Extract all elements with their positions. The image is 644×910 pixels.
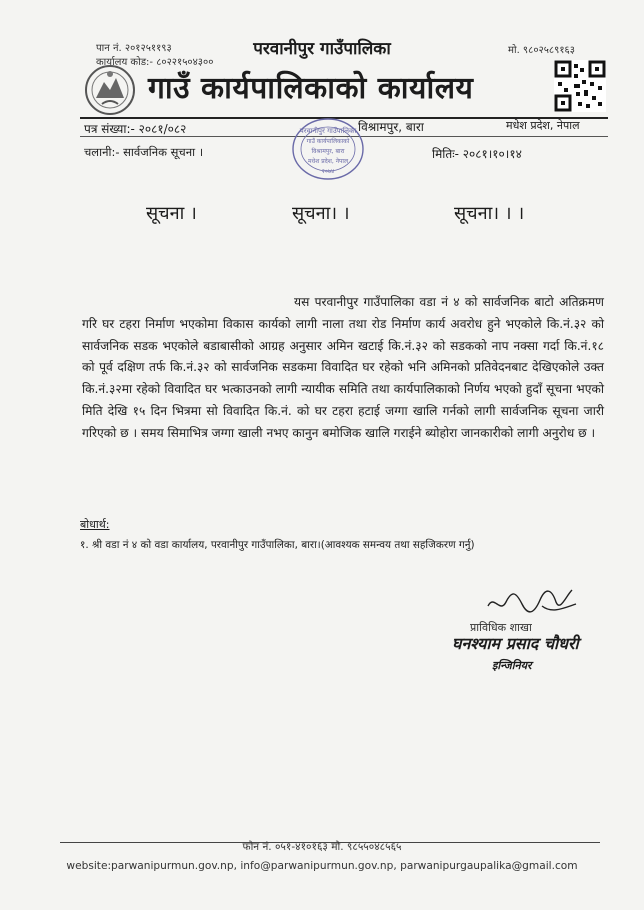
cc-item: १. श्री वडा नं ४ को वडा कार्यालय, परवानीपुर गाउँपालिका, बारा।(आवश्यक समन्वय तथा सहजिकरण गर्नु) bbox=[80, 539, 475, 551]
pan-number: पान नं. २०१२५११९३ bbox=[96, 43, 172, 54]
notice-heading-1: सूचना । bbox=[146, 203, 197, 224]
footer-website: website:parwanipurmun.gov.np, info@parwanipurmun.gov.np, parwanipurgaupalika@gmail.com bbox=[66, 860, 578, 872]
qr-code-icon bbox=[554, 60, 606, 112]
letter-number: पत्र संख्या:- २०८१/०८२ bbox=[84, 122, 187, 136]
office-stamp bbox=[290, 116, 366, 182]
notice-heading-3: सूचना। । । bbox=[454, 203, 525, 224]
mobile-number: मो. ९८०२५८९१६३ bbox=[508, 45, 575, 56]
notice-body: यस परवानीपुर गाउँपालिका वडा नं ४ को सार्वजनिक बाटो अतिक्रमण गरि घर टहरा निर्माण भएकोमा विकास कार्यको लागी नाला तथा रोड निर्माण कार्य अवरोध हुने भएकोले कि.नं.३२ को सार्वजनिक सडक भएकोले बडाबासीको आग्रह अनुसार अमिन खटाई कि.नं.३२ को सडकको नाप नक्सा गर्दा कि.नं.१८ को पूर्व दक्षिण तर्फ कि.नं.३२ को सार्वजनिक सडकमा विवादित घर रहेको भनि अमिनको प्रतिवेदनबाट देखिएकोले उक्त कि.नं.३२मा रहेको विवादित घर भत्काउनको लागी न्यायीक समिति तथा कार्यपालिकाको निर्णय भएको हुदाँ सूचना भएको मिति देखि १५ दिन भित्रमा सो विवादित कि.नं. को घर टहरा हटाई जग्गा खालि गर्नको लागी सार्वजनिक सूचना जारी गरिएको छ । समय सिमाभित्र जग्गा खाली नभए कानुन बमोजिक खालि गराईने ब्योहोरा जानकारीको लागी अनुरोध छ । bbox=[82, 295, 604, 440]
stamp-line-3: विश्रामपुर, बारा bbox=[311, 148, 345, 155]
municipality-name: परवानीपुर गाउँपालिका bbox=[253, 39, 391, 59]
office-title: गाउँ कार्यपालिकाको कार्यालय bbox=[148, 71, 474, 106]
stamp-line-1: परवानीपुर गाउँपालिका bbox=[299, 127, 357, 135]
signatory-title: इन्जिनियर bbox=[492, 659, 532, 672]
cc-heading: बोधार्थ: bbox=[80, 518, 110, 531]
location: विश्रामपुर, बारा bbox=[358, 120, 424, 134]
office-code: कार्यालय कोड:- ८०२२१५०४३०० bbox=[96, 57, 214, 68]
notice-heading-2: सूचना। । bbox=[292, 203, 350, 224]
signature bbox=[482, 584, 582, 620]
stamp-line-5: २०७४ bbox=[321, 168, 335, 175]
footer-phone: फोन नं. ०५१-४१०१६३ मो. ९८५५०४८५६५ bbox=[242, 841, 402, 853]
province: मधेश प्रदेश, नेपाल bbox=[506, 119, 580, 132]
nepal-emblem-icon bbox=[84, 64, 136, 116]
signatory-name: घनश्याम प्रसाद चौधरी bbox=[452, 634, 579, 653]
dispatch-number: चलानी:- सार्वजनिक सूचना । bbox=[84, 145, 204, 159]
stamp-line-2: गाउँ कार्यपालिकाको bbox=[306, 138, 350, 145]
letter-date: मितिः- २०८१।१०।१४ bbox=[432, 147, 522, 161]
stamp-line-4: मधेश प्रदेश, नेपाल bbox=[307, 158, 349, 165]
signatory-unit: प्राविधिक शाखा bbox=[470, 621, 532, 634]
